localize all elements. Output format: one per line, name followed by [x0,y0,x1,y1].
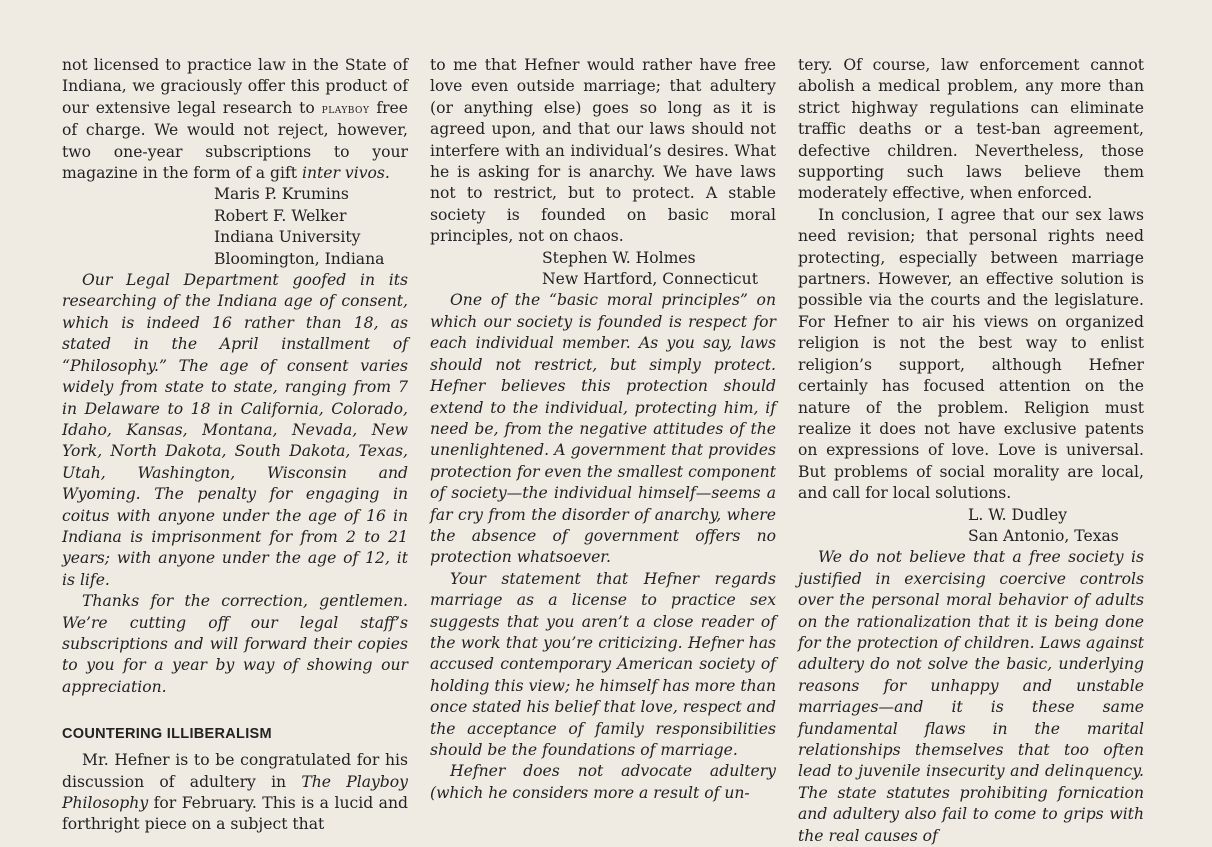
text-run: for February. This is a lucid and forthright piece on a subject that [62,794,408,834]
column-1 [62,55,408,836]
signature-location: Bloomington, Indiana [214,249,385,268]
text-run: not licensed to practice law in the State of Indiana, we graciously offer this product of our extensive legal research to [62,56,408,117]
letter-text: In conclusion, I agree that our sex laws need revision; that personal rights need protecting, especially between marriage partners. However, an effective solution is possible via the courts and the legislature. For Hefner to air his views on organized religion is not the best way to enlist religion’s support, although Hefner certainly has focused attention on the nature of the problem. Religion must realize it does not have exclusive patents on expressions of love. Love is universal. But problems of social morality are local, and call for local solutions. [798,205,1144,503]
text-run: Mr. Hefner is to be congratulated for his discussion of adultery in [62,751,408,791]
letter-text: to me that Hefner would rather have free love even outside marriage; that adultery (or anything else) goes so long as it is agreed upon, and that our laws should not interfere with an individual’s desires. What he is asking for is anarchy. We have laws not to restrict, but to protect. A stable society is founded on basic moral principles, not on chaos. [430,56,776,246]
editor-reply: One of the “basic moral principles” on which our society is founded is respect for each individual member. As you say, laws should not restrict, but simply protect. Hefner believes this protection should extend to the individual, protecting him, if need be, from the negative attitudes of the unenlightened. A government that provides protection for even the smallest component of society—the individual himself—seems a far cry from the disorder of anarchy, where the absence of government offers no protection whatsoever. [430,291,776,567]
column-3 [798,55,1144,847]
signature-location: San Antonio, Texas [968,526,1119,545]
editor-reply: Thanks for the correction, gentlemen. We’re cutting off our legal staff’s subscriptions and will forward their copies to you for a year by way of showing our appreciation. [62,592,408,696]
letter-text: tery. Of course, law enforcement cannot abolish a medical problem, any more than strict highway regulations can eliminate traffic deaths or a test-ban agreement, defective children. Nevertheless, those supporting such laws believe them moderately effective, when enforced. [798,56,1144,203]
signature-name: Stephen W. Holmes [542,248,696,267]
editor-reply: We do not believe that a free society is justified in exercising coercive controls over the personal moral behavior of adults on the rationalization that it is being done for the protection of children. Laws against adultery do not solve the basic, underlying reasons for unhappy and unstable marriages—and it is these same fundamental flaws in the marital relationships themselves that too often lead to juvenile insecurity and delinquency. The state statutes prohibiting fornication and adultery also fail to come to grips with the real causes of [798,548,1144,845]
signature-location: New Hartford, Connecticut [542,270,758,289]
signature-name: Robert F. Welker [214,206,347,225]
italic-title: The Playboy Philosophy [62,772,408,812]
section-heading: COUNTERING ILLIBERALISM [62,726,272,743]
column-2 [430,55,776,804]
editor-reply: Hefner does not advocate adultery (which he considers more a result of un- [430,762,776,802]
letter-text [62,750,408,836]
text-run: free of charge. We would not reject, however, two one-year subscriptions to your magazine in the form of a gift [62,98,408,183]
editor-reply: Our Legal Department goofed in its researching of the Indiana age of consent, which is indeed 16 rather than 18, as stated in the April installment of “Philosophy.” The age of consent varies widely from state to state, ranging from 7 in Delaware to 18 in California, Colorado, Idaho, Kansas, Montana, Nevada, New York, North Dakota, South Dakota, Texas, Utah, Washington, Wisconsin and Wyoming. The penalty for engaging in coitus with anyone under the age of 16 in Indiana is imprisonment for from 2 to 21 years; with anyone under the age of 12, it is life. [62,271,408,589]
signature-affiliation: Indiana University [214,228,361,247]
magazine-name: playboy [321,101,370,117]
signature-name: L. W. Dudley [968,505,1068,524]
letter-text [62,55,408,184]
italic-phrase: inter vivos. [301,164,390,183]
signature-name: Maris P. Krumins [214,185,349,204]
editor-reply: Your statement that Hefner regards marriage as a license to practice sex suggests that you aren’t a close reader of the work that you’re criticizing. Hefner has accused contemporary American society of holding this view; he himself has more than once stated his belief that love, respect and the acceptance of family responsibilities should be the foundations of marriage. [430,569,776,759]
